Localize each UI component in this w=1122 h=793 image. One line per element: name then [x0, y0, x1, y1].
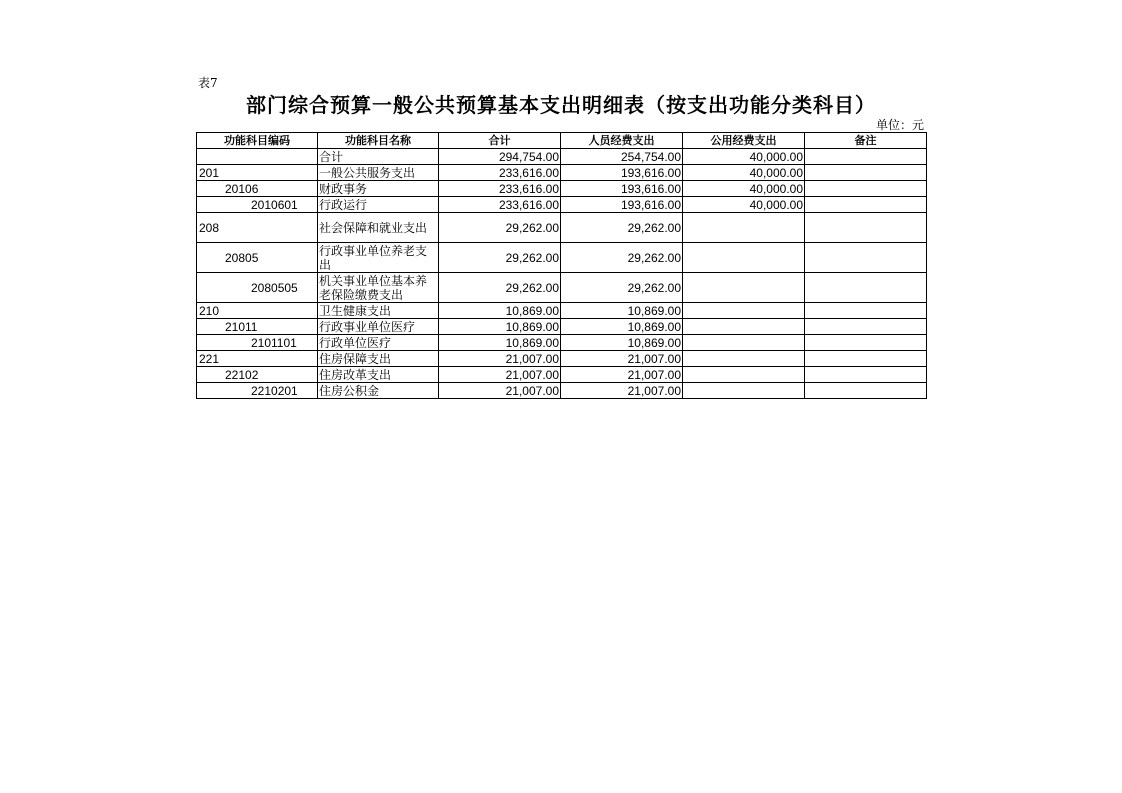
page-title: 部门综合预算一般公共预算基本支出明细表（按支出功能分类科目）: [246, 93, 876, 117]
cell-personnel: 21,007.00: [561, 383, 683, 399]
cell-name: 行政事业单位养老支出: [318, 243, 439, 273]
column-header-code: 功能科目编码: [197, 133, 318, 149]
cell-public: [683, 273, 805, 303]
cell-total: 10,869.00: [439, 319, 561, 335]
cell-code: 208: [197, 213, 318, 243]
cell-code: 20805: [197, 243, 318, 273]
cell-personnel: 21,007.00: [561, 367, 683, 383]
column-header-name: 功能科目名称: [318, 133, 439, 149]
table-row: [197, 181, 927, 197]
cell-total: 29,262.00: [439, 273, 561, 303]
cell-total: 294,754.00: [439, 149, 561, 165]
cell-personnel: 29,262.00: [561, 213, 683, 243]
cell-personnel: 29,262.00: [561, 243, 683, 273]
cell-total: 21,007.00: [439, 351, 561, 367]
cell-remark: [805, 383, 927, 399]
cell-public: 40,000.00: [683, 149, 805, 165]
cell-name: 行政运行: [318, 197, 439, 213]
cell-total: 21,007.00: [439, 383, 561, 399]
cell-name: 财政事务: [318, 181, 439, 197]
column-header-public: 公用经费支出: [683, 133, 805, 149]
table-row: [197, 351, 927, 367]
cell-public: 40,000.00: [683, 181, 805, 197]
cell-total: 10,869.00: [439, 335, 561, 351]
cell-name: 住房保障支出: [318, 351, 439, 367]
cell-public: 40,000.00: [683, 165, 805, 181]
cell-code: 221: [197, 351, 318, 367]
cell-total: 10,869.00: [439, 303, 561, 319]
cell-personnel: 193,616.00: [561, 181, 683, 197]
cell-remark: [805, 351, 927, 367]
cell-public: 40,000.00: [683, 197, 805, 213]
cell-public: [683, 243, 805, 273]
table-row: [197, 383, 927, 399]
cell-remark: [805, 165, 927, 181]
cell-personnel: 254,754.00: [561, 149, 683, 165]
cell-personnel: 193,616.00: [561, 165, 683, 181]
cell-name: 机关事业单位基本养老保险缴费支出: [318, 273, 439, 303]
table-row: [197, 335, 927, 351]
table-row: [197, 165, 927, 181]
cell-personnel: 10,869.00: [561, 335, 683, 351]
cell-total: 21,007.00: [439, 367, 561, 383]
cell-remark: [805, 273, 927, 303]
column-header-personnel: 人员经费支出: [561, 133, 683, 149]
cell-name: 卫生健康支出: [318, 303, 439, 319]
cell-code: 2210201: [197, 383, 318, 399]
table-row: [197, 273, 927, 303]
column-header-total: 合计: [439, 133, 561, 149]
cell-total: 29,262.00: [439, 213, 561, 243]
cell-code: [197, 149, 318, 165]
cell-public: [683, 351, 805, 367]
cell-public: [683, 303, 805, 319]
cell-remark: [805, 319, 927, 335]
cell-public: [683, 335, 805, 351]
cell-name: 一般公共服务支出: [318, 165, 439, 181]
cell-personnel: 10,869.00: [561, 303, 683, 319]
cell-personnel: 193,616.00: [561, 197, 683, 213]
cell-name: 合计: [318, 149, 439, 165]
cell-public: [683, 383, 805, 399]
cell-personnel: 10,869.00: [561, 319, 683, 335]
table-row: [197, 149, 927, 165]
table-body: [197, 149, 927, 399]
unit-label: 单位：元: [875, 118, 924, 132]
cell-code: 2101101: [197, 335, 318, 351]
cell-remark: [805, 335, 927, 351]
cell-name: 行政单位医疗: [318, 335, 439, 351]
cell-code: 2010601: [197, 197, 318, 213]
cell-remark: [805, 303, 927, 319]
cell-personnel: 29,262.00: [561, 273, 683, 303]
table-row: [197, 367, 927, 383]
cell-remark: [805, 243, 927, 273]
cell-remark: [805, 213, 927, 243]
cell-total: 233,616.00: [439, 165, 561, 181]
cell-remark: [805, 197, 927, 213]
cell-code: 2080505: [197, 273, 318, 303]
cell-remark: [805, 181, 927, 197]
cell-remark: [805, 367, 927, 383]
cell-name: 行政事业单位医疗: [318, 319, 439, 335]
cell-total: 233,616.00: [439, 197, 561, 213]
budget-table: [196, 132, 927, 399]
cell-name: 住房改革支出: [318, 367, 439, 383]
cell-total: 233,616.00: [439, 181, 561, 197]
cell-name: 住房公积金: [318, 383, 439, 399]
cell-code: 20106: [197, 181, 318, 197]
cell-public: [683, 367, 805, 383]
cell-remark: [805, 149, 927, 165]
cell-personnel: 21,007.00: [561, 351, 683, 367]
table-row: [197, 197, 927, 213]
table-row: [197, 213, 927, 243]
header-row: [197, 133, 927, 149]
cell-code: 21011: [197, 319, 318, 335]
table-number: 表7: [198, 76, 218, 90]
cell-public: [683, 213, 805, 243]
cell-name: 社会保障和就业支出: [318, 213, 439, 243]
cell-total: 29,262.00: [439, 243, 561, 273]
cell-code: 210: [197, 303, 318, 319]
table-row: [197, 303, 927, 319]
table-row: [197, 243, 927, 273]
cell-code: 22102: [197, 367, 318, 383]
cell-code: 201: [197, 165, 318, 181]
column-header-remark: 备注: [805, 133, 927, 149]
table-row: [197, 319, 927, 335]
cell-public: [683, 319, 805, 335]
